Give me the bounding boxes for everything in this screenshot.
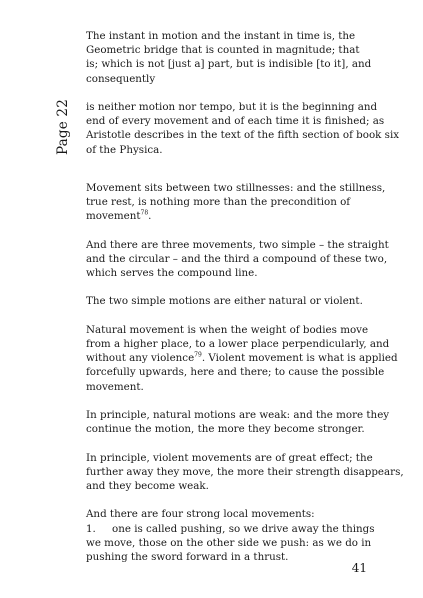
body-text <box>86 29 404 578</box>
paragraph <box>86 100 400 157</box>
text-line: And there are four strong local movements: <box>86 508 315 521</box>
text-line: Aristotle describes in the text of the fifth section of book six <box>86 129 400 142</box>
footnote-marker: 79 <box>194 351 202 359</box>
page-number: 41 <box>351 561 367 575</box>
text-line: which serves the compound line. <box>86 267 258 280</box>
text-fragment: movement <box>86 210 141 223</box>
text-line: In principle, violent movements are of great effect; the <box>86 451 373 464</box>
text-line: pushing the sword forward in a thrust. <box>86 551 289 563</box>
text-line: true rest, is nothing more than the precondition of <box>86 196 351 209</box>
paragraph <box>86 238 389 281</box>
text-line: from a higher place, to a lower place perpendicularly, and <box>86 338 390 350</box>
paragraph <box>86 451 404 494</box>
text-line: is; which is not [just a] part, but is indisible [to it], and <box>86 58 372 71</box>
text-line: consequently <box>86 72 156 85</box>
text-line: of the Physica. <box>86 143 163 156</box>
text-fragment: without any violence <box>86 352 195 365</box>
footnote-marker: 78 <box>140 209 149 217</box>
list-number: 1. <box>86 522 96 535</box>
text-fragment: one is called pushing, so we drive away the things <box>112 522 375 535</box>
text-line: and the circular – and the third a compound of these two, <box>86 252 388 265</box>
paragraph <box>86 507 376 564</box>
margin-page-label <box>50 96 76 158</box>
text-line: movement. <box>86 380 144 393</box>
paragraph <box>86 323 398 394</box>
text-line: The two simple motions are either natural or violent. <box>86 295 363 308</box>
text-fragment: . Violent movement is what is applied <box>201 352 398 365</box>
text-line: forcefully upwards, here and there; to cause the possible <box>86 366 385 379</box>
text-line: In principle, natural motions are weak: and the more they <box>86 409 390 421</box>
text-line: we move, those on the other side we push: as we do in <box>86 536 372 549</box>
list-item <box>86 522 376 536</box>
text-line: continue the motion, the more they become stronger. <box>86 423 365 436</box>
paragraph <box>86 294 376 308</box>
text-line <box>86 351 398 365</box>
paragraph <box>86 408 390 436</box>
text-line: is neither motion nor tempo, but it is the beginning and <box>86 101 378 113</box>
text-line: Geometric bridge that is counted in magnitude; that <box>86 44 360 57</box>
text-line: Natural movement is when the weight of bodies move <box>86 323 369 336</box>
paragraph <box>86 181 386 224</box>
text-line: and they become weak. <box>86 480 209 492</box>
text-line: end of every movement and of each time it is finished; as <box>86 115 385 128</box>
text-line: The instant in motion and the instant in time is, the <box>86 30 356 42</box>
text-fragment: . <box>148 210 152 223</box>
text-line <box>86 209 376 223</box>
text-line: And there are three movements, two simple – the straight <box>86 238 389 251</box>
text-line: Movement sits between two stillnesses: and the stillness, <box>86 181 386 194</box>
text-line: further away they move, the more their strength disappears, <box>86 465 404 478</box>
margin-page-label-text: Page 22 <box>55 98 71 156</box>
paragraph <box>86 29 376 86</box>
